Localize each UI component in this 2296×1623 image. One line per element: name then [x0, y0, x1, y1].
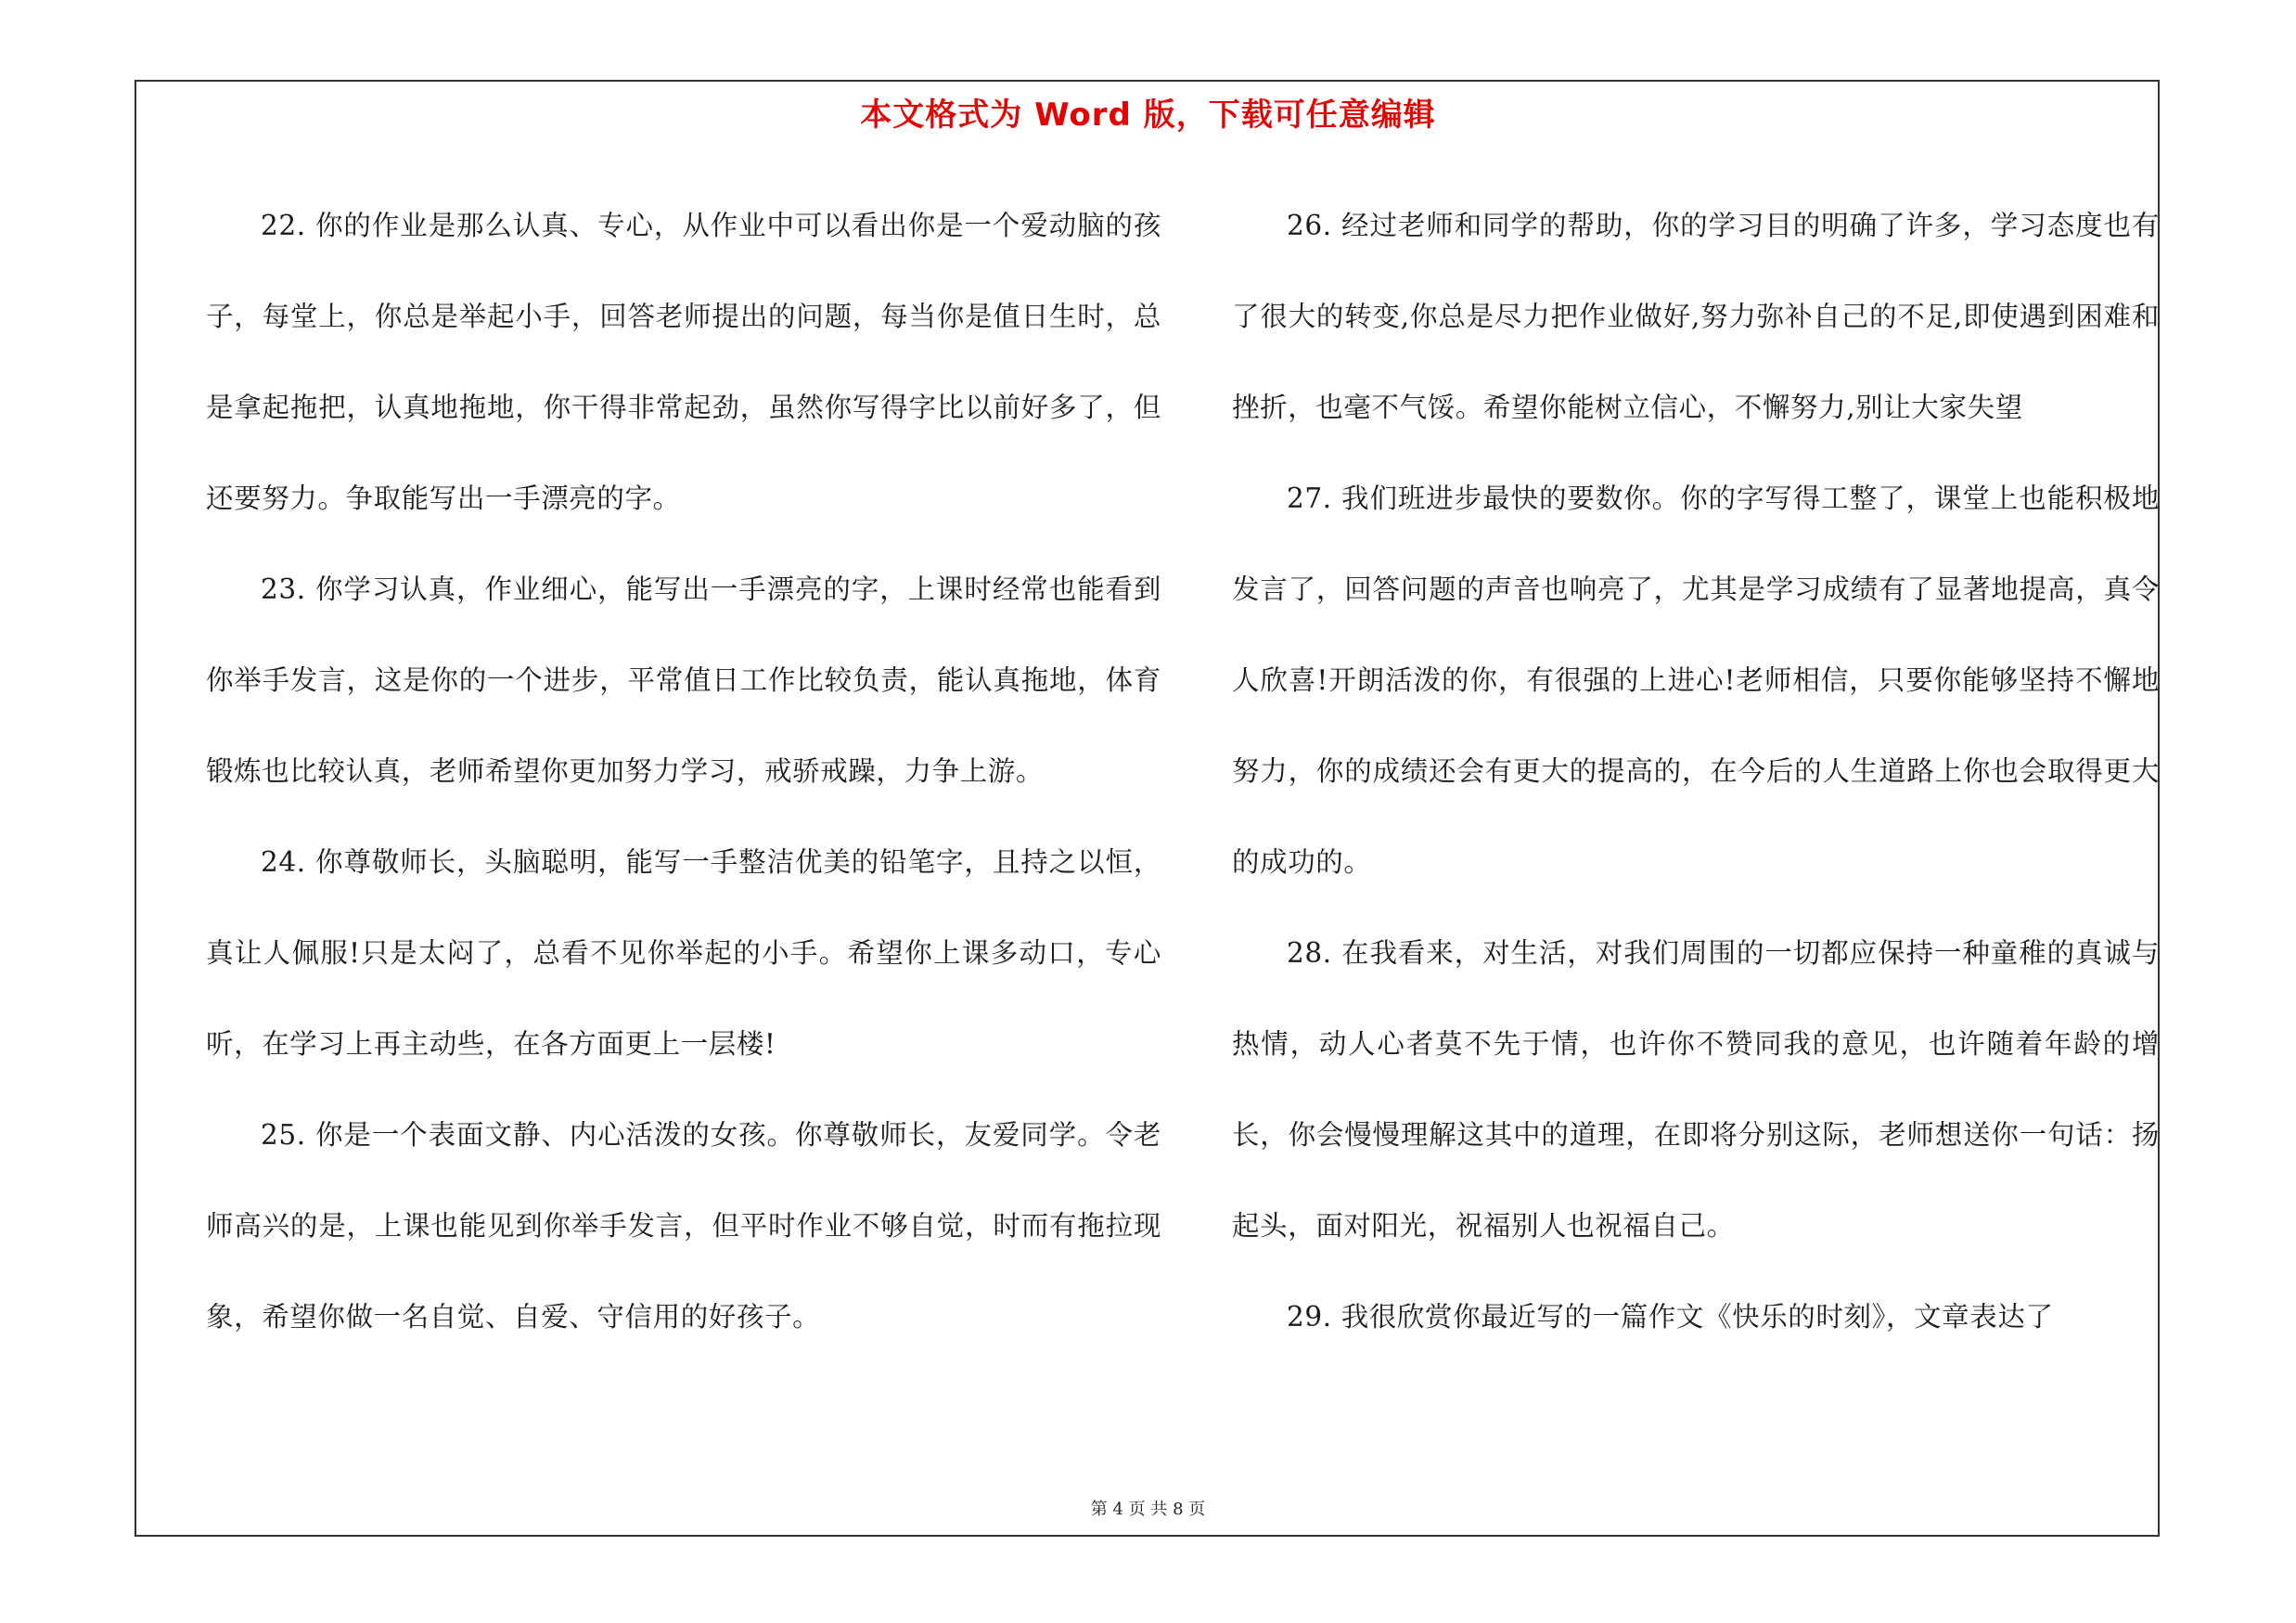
paragraph-28: 28. 在我看来，对生活，对我们周围的一切都应保持一种童稚的真诚与热情，动人心者莫不先于情，也许你不赞同我的意见，也许随着年龄的增长，你会慢慢理解这其中的道理，在即将分别这际，老师想送你一句话：扬起头，面对阳光，祝福别人也祝福自己。 [1232, 937, 2160, 1242]
page-number-footer: 第 4 页 共 8 页 [1090, 1500, 1206, 1519]
paragraph-25: 25. 你是一个表面文静、内心活泼的女孩。你尊敬师长，友爱同学。令老师高兴的是，上课也能见到你举手发言，但平时作业不够自觉，时而有拖拉现象，希望你做一名自觉、自爱、守信用的好孩子。 [206, 1119, 1161, 1333]
paragraph-22: 22. 你的作业是那么认真、专心，从作业中可以看出你是一个爱动脑的孩子，每堂上，你总是举起小手，回答老师提出的问题，每当你是值日生时，总是拿起拖把，认真地拖地，你干得非常起劲，虽然你写得字比以前好多了，但还要努力。争取能写出一手漂亮的字。 [206, 210, 1161, 514]
left-column [206, 180, 1161, 1362]
paragraph-27: 27. 我们班进步最快的要数你。你的字写得工整了，课堂上也能积极地发言了，回答问题的声音也响亮了，尤其是学习成绩有了显著地提高，真令人欣喜!开朗活泼的你，有很强的上进心!老师相信，只要你能够坚持不懈地努力，你的成绩还会有更大的提高的，在今后的人生道路上你也会取得更大的成功的。 [1232, 483, 2160, 878]
paragraph-23: 23. 你学习认真，作业细心，能写出一手漂亮的字，上课时经常也能看到你举手发言，这是你的一个进步，平常值日工作比较负责，能认真拖地，体育锻炼也比较认真，老师希望你更加努力学习，戒骄戒躁，力争上游。 [206, 573, 1161, 787]
right-column [1232, 180, 2160, 1362]
paragraph-24: 24. 你尊敬师长，头脑聪明，能写一手整洁优美的铅笔字，且持之以恒，真让人佩服!只是太闷了，总看不见你举起的小手。希望你上课多动口，专心听，在学习上再主动些，在各方面更上一层楼! [206, 846, 1161, 1060]
paragraph-26: 26. 经过老师和同学的帮助，你的学习目的明确了许多，学习态度也有了很大的转变,你总是尽力把作业做好,努力弥补自己的不足,即使遇到困难和挫折，也毫不气馁。希望你能树立信心，不懈努力,别让大家失望 [1232, 210, 2160, 423]
paragraph-29: 29. 我很欣赏你最近写的一篇作文《快乐的时刻》，文章表达了 [1287, 1301, 2054, 1333]
header-banner: 本文格式为 Word 版，下载可任意编辑 [860, 97, 1436, 134]
